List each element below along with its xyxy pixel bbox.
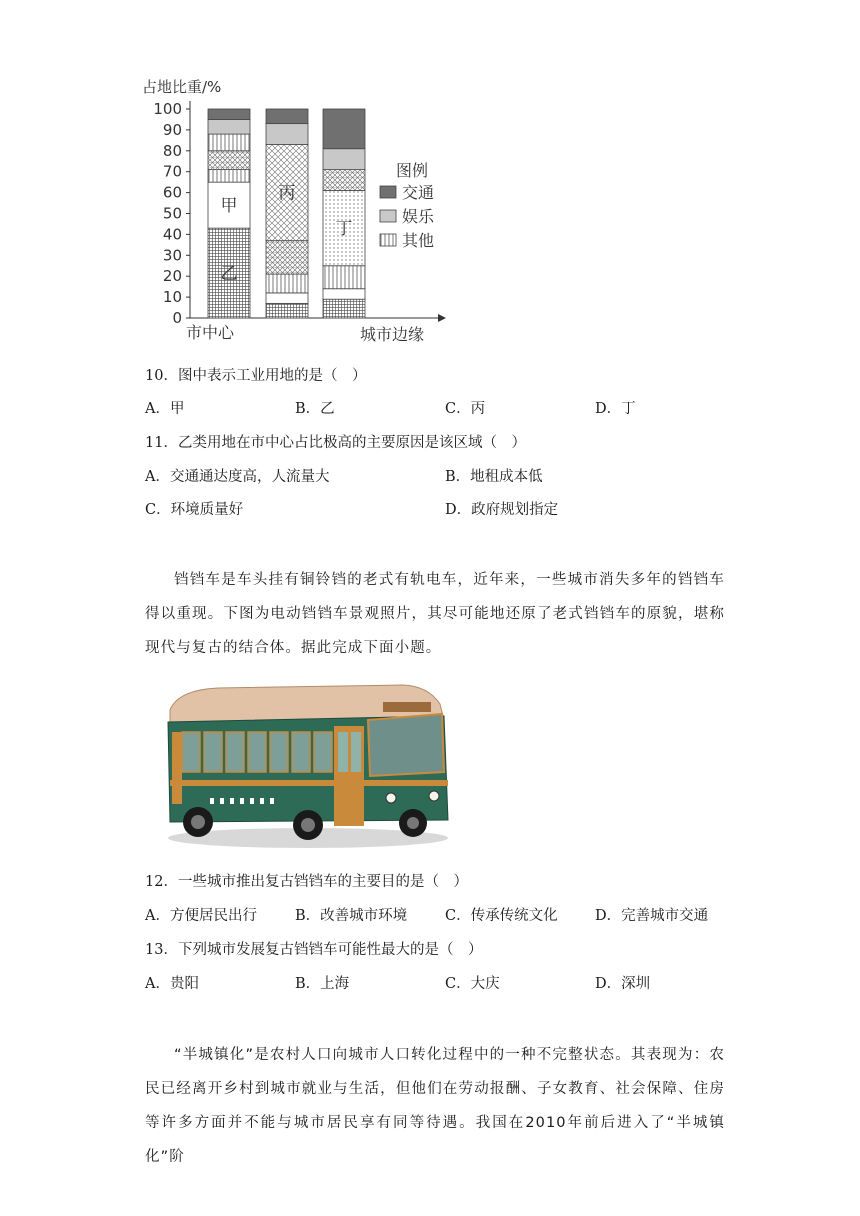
y-axis-label: 占地比重/% xyxy=(142,78,222,96)
q11-option-c[interactable]: C．环境质量好 xyxy=(145,502,244,518)
tram-passage xyxy=(145,563,725,665)
q12-option-d[interactable]: D．完善城市交通 xyxy=(595,908,709,924)
legend-swatch xyxy=(380,210,396,222)
bar-segment-label: 乙 xyxy=(220,264,238,285)
q13-option-b[interactable]: B．上海 xyxy=(295,976,350,992)
q11-option-d[interactable]: D．政府规划指定 xyxy=(445,502,559,518)
x-axis-arrow xyxy=(438,314,446,322)
bar-segment-label: 丙 xyxy=(278,183,296,204)
question-13: 13．下列城市发展复古铛铛车可能性最大的是（ ） xyxy=(145,942,483,958)
x-axis-start-label: 市中心 xyxy=(186,323,235,342)
q12-option-c[interactable]: C．传承传统文化 xyxy=(445,908,558,924)
bar-segment xyxy=(323,289,365,299)
q13-option-d[interactable]: D．深圳 xyxy=(595,976,651,992)
bar-segment xyxy=(266,109,308,124)
question-11: 11．乙类用地在市中心占比极高的主要原因是该区域（ ） xyxy=(145,435,526,451)
y-tick-label: 100 xyxy=(153,100,182,118)
y-tick-label: 20 xyxy=(162,267,182,286)
legend-title: 图例 xyxy=(396,161,429,180)
y-tick-label: 80 xyxy=(162,141,182,160)
y-tick-label: 10 xyxy=(162,288,182,307)
tram-illustration xyxy=(158,680,450,855)
legend-label: 娱乐 xyxy=(402,207,435,226)
bar-segment xyxy=(266,124,308,145)
y-tick-label: 50 xyxy=(162,204,182,223)
q10-option-a[interactable]: A．甲 xyxy=(145,401,185,417)
y-tick-label: 60 xyxy=(162,183,182,202)
y-tick-label: 40 xyxy=(162,225,182,244)
bar-segment-label: 丁 xyxy=(335,219,353,240)
y-tick-label: 90 xyxy=(162,120,182,139)
q10-option-b[interactable]: B．乙 xyxy=(295,401,335,417)
bar-segment xyxy=(323,170,365,191)
bar-segment xyxy=(323,149,365,170)
land-use-chart-svg xyxy=(140,70,470,350)
bar-segment xyxy=(208,151,250,170)
q10-option-c[interactable]: C．丙 xyxy=(445,401,486,417)
q11-option-b[interactable]: B．地租成本低 xyxy=(445,469,543,485)
legend-swatch xyxy=(380,186,396,198)
q13-option-c[interactable]: C．大庆 xyxy=(445,976,500,992)
bar-segment xyxy=(266,293,308,303)
q12-option-a[interactable]: A．方便居民出行 xyxy=(145,908,257,924)
bar-segment xyxy=(208,109,250,119)
legend-label: 交通 xyxy=(402,183,435,202)
y-tick-label: 30 xyxy=(162,246,182,265)
bar-segment xyxy=(323,266,365,289)
land-use-chart xyxy=(140,70,470,350)
legend-label: 其他 xyxy=(402,231,435,250)
q11-option-a[interactable]: A．交通通达度高，人流量大 xyxy=(145,469,330,485)
urban-passage xyxy=(145,1038,725,1174)
bar-segment xyxy=(266,241,308,274)
y-tick-label: 0 xyxy=(172,309,182,327)
bar-segment xyxy=(208,170,250,183)
q13-option-a[interactable]: A．贵阳 xyxy=(145,976,199,992)
x-axis-end-label: 城市边缘 xyxy=(360,325,425,344)
bar-segment xyxy=(266,303,308,318)
question-10: 10．图中表示工业用地的是（ ） xyxy=(145,368,367,384)
tram-passage-text: 铛铛车是车头挂有铜铃铛的老式有轨电车，近年来，一些城市消失多年的铛铛车得以重现。下图为电动铛铛车景观照片，其尽可能地还原了老式铛铛车的原貌，堪称现代与复古的结合体。据此完成下面小题。 xyxy=(145,572,725,656)
q12-option-b[interactable]: B．改善城市环境 xyxy=(295,908,408,924)
bar-segment-label: 甲 xyxy=(220,196,238,217)
urban-passage-text: “半城镇化”是农村人口向城市人口转化过程中的一种不完整状态。其表现为：农民已经离开乡村到城市就业与生活，但他们在劳动报酬、子女教育、社会保障、住房等许多方面并不能与城市居民享有同等待遇。我国在2010年前后进入了“半城镇化”阶 xyxy=(145,1047,725,1165)
legend-swatch xyxy=(380,234,396,246)
bar-segment xyxy=(323,299,365,318)
bar-segment xyxy=(266,274,308,293)
q10-option-d[interactable]: D．丁 xyxy=(595,401,636,417)
bar-segment xyxy=(208,134,250,151)
tram-photo xyxy=(158,680,450,855)
bar-segment xyxy=(208,119,250,134)
bar-segment xyxy=(323,109,365,149)
y-tick-label: 70 xyxy=(162,162,182,181)
question-12: 12．一些城市推出复古铛铛车的主要目的是（ ） xyxy=(145,874,468,890)
